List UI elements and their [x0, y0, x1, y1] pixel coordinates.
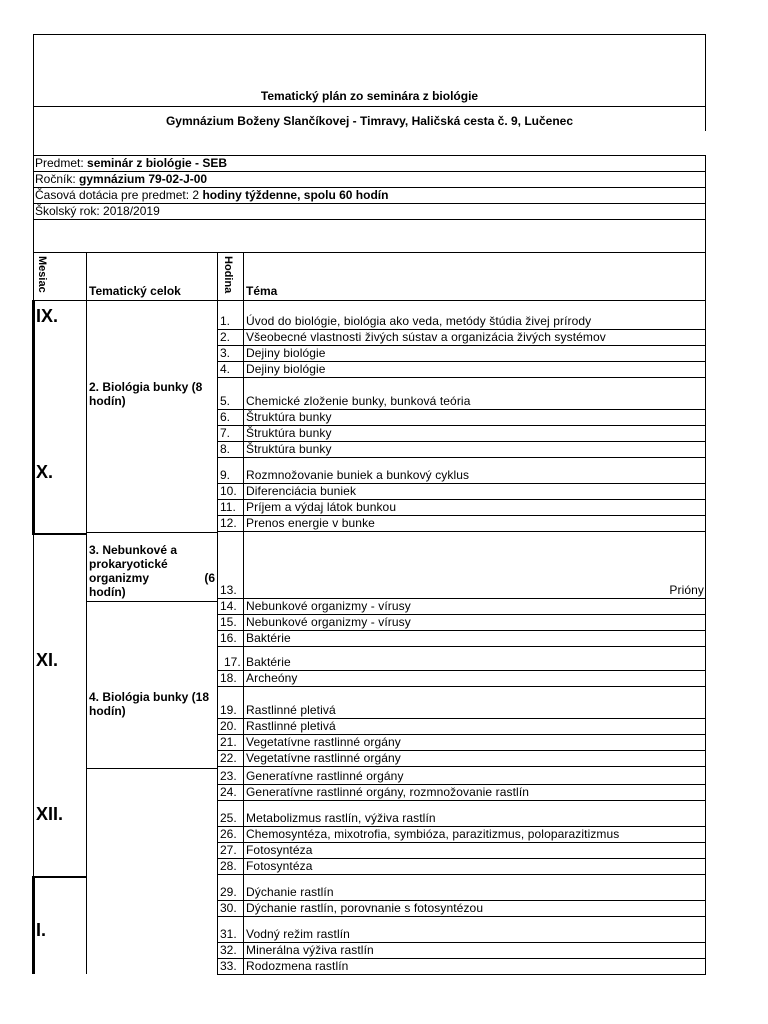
lesson-topic: Štruktúra bunky	[246, 442, 332, 456]
lesson-number: 27.	[220, 843, 237, 857]
lesson-topic: Vodný režim rastlín	[246, 927, 350, 941]
month-label: IX.	[36, 306, 59, 326]
lesson-number: 31.	[220, 927, 237, 941]
lesson-topic: Rodozmena rastlín	[246, 959, 349, 973]
lesson-number: 33.	[220, 959, 237, 973]
school-name: Gymnázium Boženy Slančíkovej - Timravy, Haličská cesta č. 9, Lučenec	[165, 114, 574, 128]
document-title: Tematický plán zo seminára z biológie	[260, 89, 479, 103]
lesson-topic: Chemické zloženie bunky, bunková teória	[246, 394, 471, 408]
lesson-number: 4.	[220, 362, 231, 376]
school-year: Školský rok: 2018/2019	[35, 204, 160, 218]
lesson-topic: Diferenciácia buniek	[246, 484, 357, 498]
lesson-number: 21.	[220, 735, 237, 749]
lesson-topic: Baktérie	[246, 655, 291, 669]
lesson-topic: Metabolizmus rastlín, výživa rastlín	[246, 811, 436, 825]
lesson-topic: Príjem a výdaj látok bunkou	[246, 500, 397, 514]
lesson-topic: Rozmnožovanie buniek a bunkový cyklus	[246, 468, 470, 482]
lesson-number: 17.	[224, 655, 241, 669]
lesson-number: 26.	[220, 827, 237, 841]
grade-label: Ročník:	[35, 172, 76, 186]
lesson-topic: Archeóny	[246, 671, 298, 685]
lesson-topic: Všeobecné vlastnosti živých sústav a organizácia živých systémov	[246, 330, 606, 344]
lesson-number: 7.	[220, 426, 231, 440]
unit-label: 2. Biológia bunky (8 hodín)	[89, 380, 203, 408]
subject-label: Predmet:	[35, 156, 84, 170]
lesson-number: 16.	[220, 631, 237, 645]
month-label: X.	[36, 462, 54, 482]
month-label: XI.	[36, 650, 59, 670]
unit-label: 3. Nebunkové a prokaryotické organizmy (6 hodín)	[89, 543, 215, 599]
grade-row	[35, 172, 207, 186]
lesson-topic: Vegetatívne rastlinné orgány	[246, 735, 401, 749]
time-value: hodiny týždenne, spolu 60 hodín	[202, 188, 389, 202]
lesson-number: 8.	[220, 442, 231, 456]
subject-row	[35, 156, 227, 170]
lesson-number: 25.	[220, 811, 237, 825]
lesson-topic: Dejiny biológie	[246, 346, 326, 360]
lesson-topic: Úvod do biológie, biológia ako veda, metódy štúdia živej prírody	[246, 314, 592, 328]
month-label: XII.	[36, 804, 64, 824]
lesson-number: 14.	[220, 599, 237, 613]
lesson-topic: Chemosyntéza, mixotrofia, symbióza, parazitizmus, poloparazitizmus	[246, 827, 620, 841]
lesson-topic: Prenos energie v bunke	[246, 516, 375, 530]
lesson-topic: Nebunkové organizmy - vírusy	[246, 615, 411, 629]
lesson-topic: Vegetatívne rastlinné orgány	[246, 751, 401, 765]
col-header-topic: Téma	[246, 284, 278, 298]
lesson-topic: Štruktúra bunky	[246, 410, 332, 424]
lesson-topic: Rastlinné pletivá	[246, 719, 336, 733]
lesson-number: 32.	[220, 943, 237, 957]
col-header-month: Mesiac	[36, 256, 48, 293]
lesson-number: 20.	[220, 719, 237, 733]
lesson-topic: Fotosyntéza	[246, 859, 313, 873]
time-label: Časová dotácia pre predmet: 2	[35, 188, 200, 202]
lesson-number: 12.	[220, 516, 237, 530]
lesson-topic: Minerálna výživa rastlín	[246, 943, 374, 957]
month-label: I.	[36, 920, 47, 940]
lesson-number: 18.	[220, 671, 237, 685]
col-header-hour: Hodina	[222, 256, 234, 294]
lesson-topic: Štruktúra bunky	[246, 426, 332, 440]
lesson-number: 30.	[220, 901, 237, 915]
lesson-number: 10.	[220, 484, 237, 498]
lesson-topic: Dýchanie rastlín, porovnanie s fotosyntézou	[246, 901, 484, 915]
lesson-number: 1.	[220, 314, 231, 328]
lesson-number: 2.	[220, 330, 231, 344]
lesson-number: 23.	[220, 769, 237, 783]
lesson-number: 11.	[220, 500, 236, 514]
lesson-topic: Dýchanie rastlín	[246, 885, 334, 899]
lesson-number: 15.	[220, 615, 237, 629]
lesson-topic: Rastlinné pletivá	[246, 703, 336, 717]
subject-value: seminár z biológie - SEB	[87, 156, 228, 170]
lesson-number: 9.	[220, 468, 231, 482]
grade-value: gymnázium 79-02-J-00	[79, 172, 208, 186]
time-row	[35, 188, 388, 202]
lesson-topic: Generatívne rastlinné orgány	[246, 769, 404, 783]
lesson-topic: Dejiny biológie	[246, 362, 326, 376]
lesson-number: 19.	[220, 703, 237, 717]
lesson-number: 3.	[220, 346, 231, 360]
lesson-topic: Prióny	[669, 583, 704, 597]
unit-label: 4. Biológia bunky (18 hodín)	[89, 690, 210, 718]
lesson-topic: Generatívne rastlinné orgány, rozmnožovanie rastlín	[246, 785, 530, 799]
lesson-number: 24.	[220, 785, 237, 799]
lesson-topic: Fotosyntéza	[246, 843, 313, 857]
lesson-number: 13.	[220, 583, 237, 597]
col-header-unit: Tematický celok	[89, 284, 181, 298]
lesson-topic: Baktérie	[246, 631, 291, 645]
lesson-number: 28.	[220, 859, 237, 873]
lesson-topic: Nebunkové organizmy - vírusy	[246, 599, 411, 613]
lesson-number: 22.	[220, 751, 237, 765]
lesson-number: 6.	[220, 410, 231, 424]
lesson-number: 29.	[220, 885, 237, 899]
lesson-number: 5.	[220, 394, 231, 408]
